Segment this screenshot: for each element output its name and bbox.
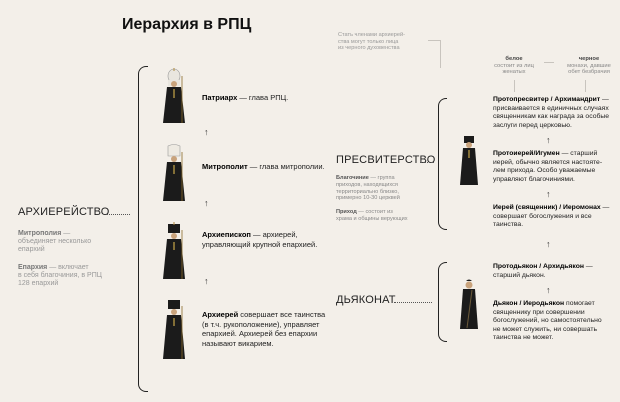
- arrow-up-icon: ↑: [546, 239, 551, 249]
- diaconate-bracket: [438, 262, 447, 342]
- note-guide-horizontal: [428, 40, 440, 41]
- arrow-up-icon: ↑: [546, 285, 551, 295]
- archbishop-figure: [160, 222, 188, 280]
- arrow-up-icon: ↑: [204, 198, 209, 208]
- rank-priest: Иерей (священник) / Иеромонах — совершает богослужения и все таинства.: [493, 204, 610, 229]
- note-guide-line: [440, 40, 441, 68]
- parish-definition: Приход — состоит из храма и общины верующих: [336, 209, 408, 222]
- deacon-figure: [458, 278, 480, 330]
- rank-deacon: Дьякон / Иеродьякон помогает священнику при совершении богослужений, но самостоятельно не может служить, ни совершать таинства не может.: [493, 300, 602, 342]
- metropolitan-figure: [160, 144, 188, 202]
- patriarch-figure: [160, 68, 188, 124]
- black-guide-line: [585, 80, 586, 92]
- rank-bishop: Архиерей совершает все таинства (в т.ч. рукоположение), управляет епархией. Архиерей без епархии называют викарием.: [202, 310, 326, 348]
- rank-protopresbyter: Протопресвитер / Архимандрит — присваивается в единичных случаях священникам как награда за особые заслуги перед церковью.: [493, 96, 610, 129]
- blagochinie-definition: Благочиние — группа приходов, находящихся территориально близко, примерно 10-30 церквей: [336, 175, 400, 202]
- presbyterate-bracket: [438, 98, 447, 230]
- bishop-figure: [160, 298, 188, 360]
- eparchy-definition: Епархия — включает в себя благочиния, в РПЦ 128 епархий: [18, 264, 102, 288]
- white-clergy-header: белое состоит из лиц женатых: [494, 56, 534, 76]
- rank-archpriest: Протоиерей/Игумен — старший иерей, обычно является настояте- лем прихода. Особо уважаемые управляют благочиниями.: [493, 150, 603, 183]
- rank-metropolitan: Митрополит — глава митрополии.: [202, 162, 325, 171]
- white-guide-line: [514, 80, 515, 92]
- metropoly-definition: Митрополия — объединяет несколько епархий: [18, 230, 92, 254]
- rank-protodeacon: Протодьякон / Архидьякон — старший дьякон.: [493, 263, 593, 279]
- episcopate-heading: АРХИЕРЕЙСТВО: [18, 206, 110, 218]
- episcopate-connector: [106, 214, 130, 215]
- episcopate-bracket: [138, 66, 148, 392]
- presbyterate-heading: ПРЕСВИТЕРСТВО: [336, 154, 436, 166]
- rank-archbishop: Архиепископ — архиерей, управляющий крупной епархией.: [202, 230, 318, 249]
- column-divider-line: [544, 62, 554, 63]
- page-title: Иерархия в РПЦ: [122, 16, 252, 33]
- black-clergy-header: черное монахи, давшие обет безбрачия: [567, 56, 611, 76]
- arrow-up-icon: ↑: [546, 135, 551, 145]
- rank-patriarch: Патриарх — глава РПЦ.: [202, 93, 289, 102]
- arrow-up-icon: ↑: [204, 276, 209, 286]
- arrow-up-icon: ↑: [204, 127, 209, 137]
- diaconate-heading: ДЬЯКОНАТ: [336, 294, 396, 306]
- priest-figure: [458, 134, 480, 186]
- diaconate-connector: [394, 302, 432, 303]
- arrow-up-icon: ↑: [546, 189, 551, 199]
- presbyterate-connector: [420, 162, 434, 163]
- top-note: Стать членами архиерей- ства могут только лица из черного духовенства: [338, 32, 405, 52]
